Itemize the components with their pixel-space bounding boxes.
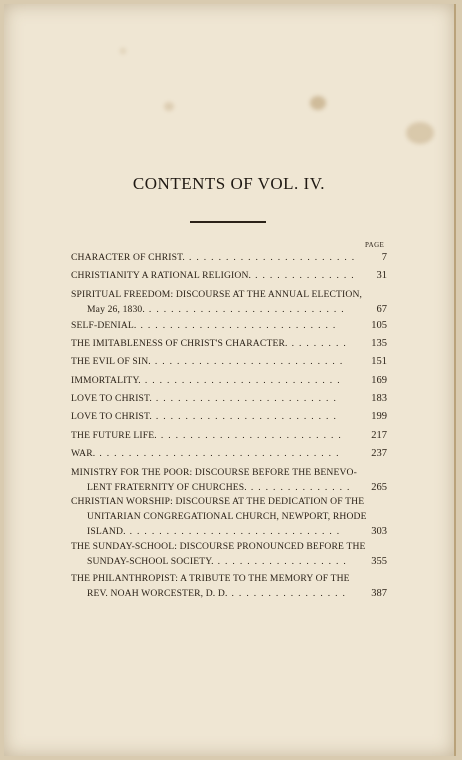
toc-entry-text: WAR. xyxy=(71,448,96,459)
book-page xyxy=(4,4,456,756)
toc-entry xyxy=(71,465,387,495)
dot-leader: ........................... xyxy=(148,304,349,315)
toc-entry-text: UNITARIAN CONGREGATIONAL CHURCH, NEWPORT, RHODE xyxy=(87,511,367,522)
toc-page-number: 303 xyxy=(371,526,387,537)
dot-leader: .............. xyxy=(255,270,359,281)
toc-entry-text: SELF-DENIAL. xyxy=(71,320,137,331)
toc-entry xyxy=(71,250,387,265)
toc-entry-line xyxy=(71,373,387,388)
title-rule xyxy=(190,221,266,223)
dot-leader: .................. xyxy=(217,556,351,567)
toc-entry-text: THE SUNDAY-SCHOOL: DISCOURSE PRONOUNCED BEFORE THE xyxy=(71,541,366,552)
toc-entry-line xyxy=(71,409,387,424)
toc-entry xyxy=(71,539,387,569)
dot-leader: ......................... xyxy=(155,411,341,422)
toc-entry-text: IMMORTALITY. xyxy=(71,375,141,386)
toc-entry-text: May 26, 1830. xyxy=(87,304,145,315)
toc-page-number: 265 xyxy=(371,482,387,493)
toc-entry-line xyxy=(71,571,387,586)
dot-leader: .............. xyxy=(250,482,355,493)
dot-leader: ........ xyxy=(291,338,351,349)
toc-page-number: 67 xyxy=(376,304,387,315)
toc-entry xyxy=(71,336,387,351)
toc-entry-line xyxy=(71,428,387,443)
toc-entry-line xyxy=(71,465,387,480)
toc-entry-text: THE IMITABLENESS OF CHRIST'S CHARACTER. xyxy=(71,338,288,349)
toc-entry xyxy=(71,571,387,601)
toc-entry-line xyxy=(71,554,387,569)
dot-leader: .......................... xyxy=(154,356,348,367)
toc-entry-line xyxy=(71,586,387,601)
toc-entry-line xyxy=(71,480,387,495)
toc-entry-line xyxy=(71,250,387,265)
toc-entry-text: THE PHILANTHROPIST: A TRIBUTE TO THE MEMORY OF THE xyxy=(71,573,350,584)
toc-entry xyxy=(71,409,387,424)
toc-entry-text: THE FUTURE LIFE. xyxy=(71,430,157,441)
toc-entry-text: LOVE TO CHRIST. xyxy=(71,411,152,422)
toc-page-number: 169 xyxy=(371,375,387,386)
toc-entry-text: CHRISTIANITY A RATIONAL RELIGION. xyxy=(71,270,252,281)
dot-leader: ........................... xyxy=(140,320,341,331)
toc-entry-text: SUNDAY-SCHOOL SOCIETY. xyxy=(87,556,214,567)
foxing-stain xyxy=(406,122,434,144)
toc-entry-line xyxy=(71,391,387,406)
toc-entry-line xyxy=(71,287,387,302)
toc-entry-line xyxy=(71,302,387,317)
toc-entry xyxy=(71,446,387,461)
toc-page-number: 183 xyxy=(371,393,387,404)
toc-entry-line xyxy=(71,318,387,333)
toc-entry xyxy=(71,268,387,283)
toc-page-number: 151 xyxy=(371,356,387,367)
toc-page-number: 217 xyxy=(371,430,387,441)
toc-entry-text: THE EVIL OF SIN. xyxy=(71,356,151,367)
dot-leader: ................ xyxy=(231,588,350,599)
toc-page-number: 355 xyxy=(371,556,387,567)
dot-leader: ........................... xyxy=(144,375,345,386)
foxing-stain xyxy=(164,102,174,111)
toc-entry xyxy=(71,391,387,406)
toc-page-number: 31 xyxy=(376,270,387,281)
toc-entry xyxy=(71,354,387,369)
toc-entry-line xyxy=(71,539,387,554)
toc-entry xyxy=(71,494,387,539)
dot-leader: ......................... xyxy=(160,430,346,441)
dot-leader: ....................... xyxy=(188,252,360,263)
toc-entry-text: CHARACTER OF CHRIST. xyxy=(71,252,185,263)
page-column-label: PAGE xyxy=(365,241,385,249)
toc-page-number: 387 xyxy=(371,588,387,599)
toc-page-number: 7 xyxy=(381,252,387,263)
toc-page-number: 199 xyxy=(371,411,387,422)
toc-page-number: 237 xyxy=(371,448,387,459)
toc-entry-line xyxy=(71,354,387,369)
toc-entry-line xyxy=(71,509,387,524)
toc-entry-text: LENT FRATERNITY OF CHURCHES. xyxy=(87,482,247,493)
toc-page-number: 105 xyxy=(371,320,387,331)
foxing-stain xyxy=(120,48,126,54)
toc-entry xyxy=(71,318,387,333)
dot-leader: ................................. xyxy=(99,448,344,459)
toc-entry-text: MINISTRY FOR THE POOR: DISCOURSE BEFORE THE BENEVO- xyxy=(71,467,357,478)
toc-page-number: 135 xyxy=(371,338,387,349)
toc-entry xyxy=(71,287,387,317)
toc-entry-line xyxy=(71,268,387,283)
toc-entry xyxy=(71,428,387,443)
toc-entry-text: LOVE TO CHRIST. xyxy=(71,393,152,404)
toc-entry-line xyxy=(71,524,387,539)
foxing-stain xyxy=(310,96,326,110)
page-title: CONTENTS OF VOL. IV. xyxy=(132,174,326,193)
toc-entry-line xyxy=(71,494,387,509)
toc-entry-text: SPIRITUAL FREEDOM: DISCOURSE AT THE ANNUAL ELECTION, xyxy=(71,289,363,300)
dot-leader: ......................... xyxy=(155,393,341,404)
toc-entry-text: CHRISTIAN WORSHIP: DISCOURSE AT THE DEDICATION OF THE xyxy=(71,496,365,507)
toc-entry-text: ISLAND. xyxy=(87,526,126,537)
dot-leader: ............................. xyxy=(129,526,345,537)
toc-entry-line xyxy=(71,336,387,351)
toc-entry xyxy=(71,373,387,388)
toc-entry-text: REV. NOAH WORCESTER, D. D. xyxy=(87,588,228,599)
toc-entry-line xyxy=(71,446,387,461)
